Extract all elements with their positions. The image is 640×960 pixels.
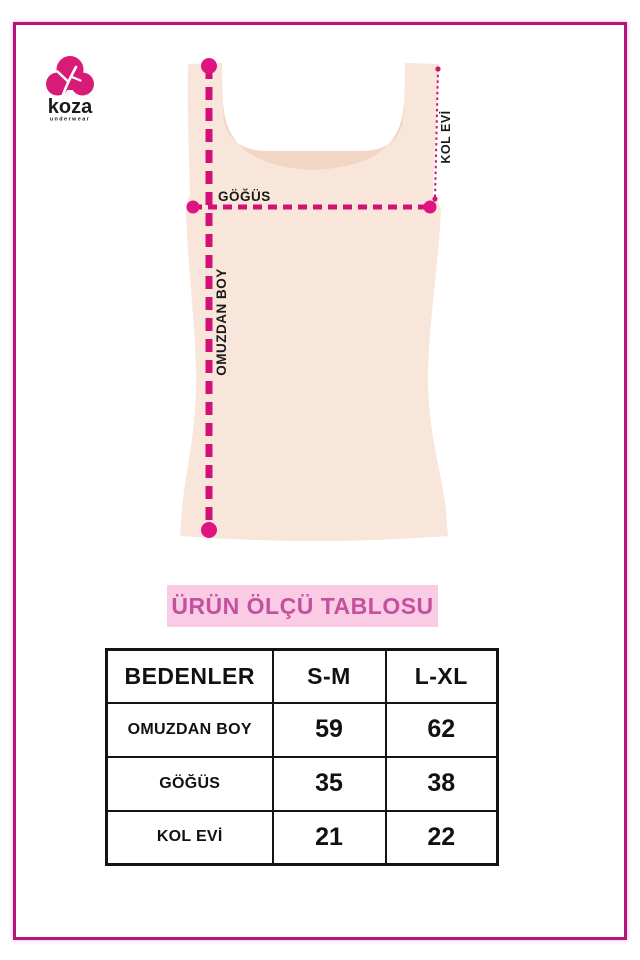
shoulder-length-dot-bottom: [201, 522, 217, 538]
brand-tagline: underwear: [49, 116, 91, 123]
header-sizes: BEDENLER: [107, 650, 273, 703]
size-measurement-table: [105, 648, 499, 866]
table-header-row: [107, 650, 498, 703]
table-row: [107, 811, 498, 865]
header-size-lxl: L-XL: [386, 650, 498, 703]
size-table-title: ÜRÜN ÖLÇÜ TABLOSU: [171, 592, 434, 619]
armhole-measure-dot-bottom: [432, 196, 437, 201]
koza-logo: [46, 56, 94, 123]
brand-name: koza: [47, 96, 93, 118]
value-chest-lxl: 38: [386, 757, 498, 811]
chest-label: GÖĞÜS: [218, 189, 271, 204]
armhole-label: KOL EVİ: [439, 110, 453, 164]
value-shoulder-length-lxl: 62: [386, 703, 498, 757]
chest-measure-dot-right: [424, 201, 437, 214]
row-label-chest: GÖĞÜS: [107, 757, 273, 811]
table-row: [107, 703, 498, 757]
shoulder-length-label: OMUZDAN BOY: [214, 268, 229, 376]
value-armhole-sm: 21: [273, 811, 386, 865]
row-label-armhole: KOL EVİ: [107, 811, 273, 865]
value-shoulder-length-sm: 59: [273, 703, 386, 757]
armhole-measure-dot-top: [435, 66, 440, 71]
shoulder-length-dot-top: [201, 58, 217, 74]
row-label-shoulder-length: OMUZDAN BOY: [107, 703, 273, 757]
value-armhole-lxl: 22: [386, 811, 498, 865]
size-table-title-banner: [167, 585, 438, 627]
cotton-boll-icon: [46, 56, 94, 96]
chest-measure-dot-left: [187, 201, 200, 214]
value-chest-sm: 35: [273, 757, 386, 811]
header-size-sm: S-M: [273, 650, 386, 703]
table-row: [107, 757, 498, 811]
